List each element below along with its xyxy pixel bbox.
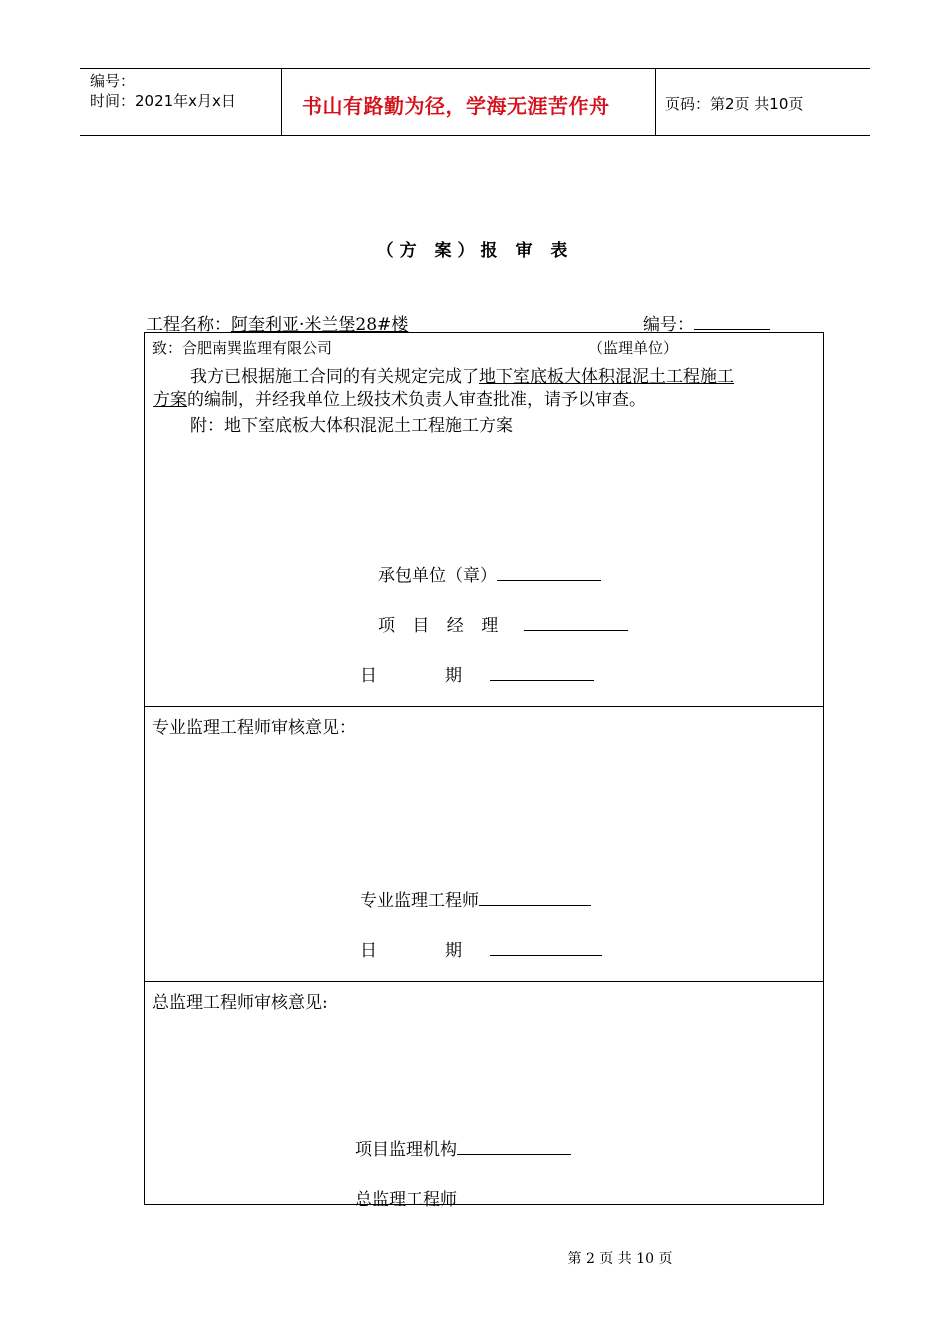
scheme-name-part-1: 地下室底板大体积混泥土工程施工 [479, 367, 734, 387]
contractor-signature-row [378, 561, 601, 586]
project-name-value: 阿奎利亚·米兰堡28#楼 [231, 315, 409, 335]
date-label-a-2: 日 [360, 941, 377, 961]
header-motto: 书山有路勤为径，学海无涯苦作舟 [302, 94, 610, 118]
header-page-info: 页码：第2页 共10页 [665, 95, 804, 113]
contractor-blank [497, 564, 601, 581]
page-title: （方 案）报 审 表 [376, 241, 574, 261]
date-label-b-2: 期 [445, 941, 462, 961]
specialist-label: 专业监理工程师 [360, 891, 479, 911]
org-label: 项目监理机构 [355, 1140, 457, 1160]
statement-text-2: 的编制，并经我单位上级技术负责人审查批准，请予以审查。 [187, 390, 646, 410]
org-signature-row [355, 1135, 571, 1160]
statement-line-2 [153, 385, 646, 410]
form-box [144, 332, 824, 1205]
header-top-border [80, 68, 870, 69]
date-label-b: 期 [445, 666, 462, 686]
project-number-blank [694, 313, 770, 330]
date-row-2 [360, 936, 602, 961]
manager-blank [524, 614, 628, 631]
date-blank-2 [490, 939, 602, 956]
contractor-label: 承包单位（章） [378, 566, 497, 586]
specialist-opinion-heading: 专业监理工程师审核意见： [152, 718, 356, 738]
statement-line-1 [190, 362, 734, 387]
header-divider-2 [655, 68, 656, 135]
project-number-label: 编号： [643, 315, 694, 335]
date-blank-1 [490, 664, 594, 681]
attachment-line: 附：地下室底板大体积混泥土工程施工方案 [190, 416, 513, 436]
manager-label: 项 目 经 理 [378, 616, 505, 636]
scheme-name-part-2: 方案 [153, 390, 187, 410]
header-number-label: 编号： [90, 72, 136, 90]
chief-signature-row [355, 1185, 571, 1210]
statement-text-1: 我方已根据施工合同的有关规定完成了 [190, 367, 479, 387]
chief-label: 总监理工程师 [355, 1190, 457, 1210]
specialist-blank [479, 889, 591, 906]
date-row-1 [360, 661, 594, 686]
project-name-label: 工程名称： [146, 315, 231, 335]
section-divider-2 [144, 981, 824, 982]
header-time-label: 时间：2021年x月x日 [90, 92, 236, 110]
chief-blank [457, 1188, 571, 1205]
page-footer: 第 2 页 共 10 页 [567, 1251, 673, 1267]
addressee: 致：合肥南巽监理有限公司 [152, 339, 333, 357]
header-bottom-border [80, 135, 870, 136]
header-divider-1 [281, 68, 282, 135]
date-label-a: 日 [360, 666, 377, 686]
specialist-signature-row [360, 886, 591, 911]
chief-opinion-heading: 总监理工程师审核意见: [152, 993, 328, 1013]
addressee-suffix: （监理单位） [588, 339, 679, 357]
manager-signature-row [378, 611, 628, 636]
section-divider-1 [144, 706, 824, 707]
org-blank [457, 1138, 571, 1155]
